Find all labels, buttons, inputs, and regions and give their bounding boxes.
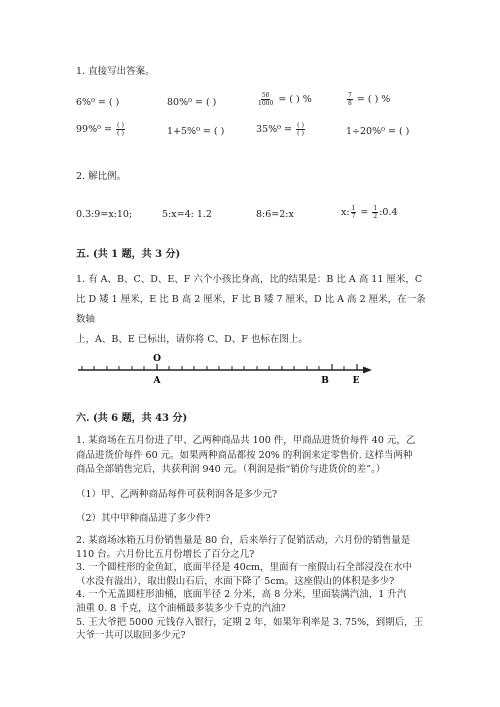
proportion-item: 8:6=2:x [256, 209, 294, 220]
sub-question: （2）其中甲种商品进了多少件? [76, 513, 211, 524]
calc-item: 6%⁰ = ( ) [76, 97, 120, 108]
point-e-label: E [352, 376, 360, 386]
section-5-heading: 五. (共 1 题，共 3 分) [76, 249, 181, 260]
fraction: $\frac{7}{8}$ [348, 92, 352, 107]
calc-item: 35%⁰ = $\frac{( )}{( )}$ [256, 121, 305, 137]
fraction: $\frac{1}{7}$ [351, 205, 356, 220]
calc-item: 1÷20%⁰ = ( ) [346, 126, 410, 137]
origin-label: O [153, 354, 161, 364]
number-line [74, 350, 374, 386]
section-6-heading: 六. (共 6 题，共 43 分) [76, 413, 188, 424]
calc-item: 80%⁰ = ( ) [167, 97, 217, 108]
point-b-label: B [321, 376, 329, 386]
question-paragraph: 1. 某商场在五月份进了甲、乙两种商品共 100 件，甲商品进货价每件 40 元，乙 商品进货价每件 60 元。如果两种商品都按 20% 的利润来定零售价. 这样当两种 商品全部销售完后，共获利润 940 元。（利润是指“销价与进货价的差”。） [76, 435, 416, 475]
question-list: 2. 某商场冰箱五月份销售量是 80 台，后来举行了促销活动，六月份的销售量是 110 台。六月份比五月份增长了百分之几? 3. 一个圆柱形的金鱼缸，底面半径是 40cm，里面有一座假山石全部浸没在水中 （水没有溢出），取出假山石后，水面下降了 5cm。这座假山的体积是多少? 4. 一个无盖圆柱形油桶，底面半径 2 分米，高 8 分米，里面装满汽油，1 升汽 油重 0. 8 千克，这个油桶最多装多少千克的汽油? 5. 王大爷把 5000 元钱存入银行，定期 2 年，如果年利率是 3. 75%，到期后，王 大爷一共可以取回多少元? [76, 535, 424, 642]
fraction: $\frac{( )}{( )}$ [296, 121, 305, 137]
fraction: $\frac{1}{2}$ [373, 205, 378, 220]
question-2-title: 2. 解比例。 [76, 171, 127, 182]
fraction: $\frac{( )}{( )}$ [116, 121, 125, 137]
fraction: $\frac{56}{1000}$ [258, 92, 274, 107]
sub-question: （1）甲、乙两种商品每件可获利润各是多少元? [76, 489, 278, 500]
proportion-item: 0.3:9=x:10; [76, 209, 133, 220]
question-1-title: 1. 直接写出答案。 [76, 66, 155, 77]
proportion-item: x: $\frac{1}{7}$ = $\frac{1}{2}$ :0.4 [341, 205, 398, 220]
calc-item: 1+5%⁰ = ( ) [167, 126, 225, 137]
calc-item: $\frac{7}{8}$ = ( ) % [348, 92, 391, 107]
point-a-label: A [153, 376, 161, 386]
calc-item: $\frac{56}{1000}$ = ( ) % [258, 92, 312, 107]
question-paragraph: 1. 有 A、B、C、D、E、F 六个小孩比身高，比的结果是：B 比 A 高 11 厘米，C 比 D 矮 1 厘米，E 比 B 高 2 厘米，F 比 B 矮 7 厘米，D 比 A 高 2 厘米，在一条数轴 上，A、B、E 已标出，请你将 C、D、F 也标在图上。 [76, 274, 426, 345]
proportion-item: 5:x=4: 1.2 [162, 209, 212, 220]
calc-item: 99%⁰ = $\frac{( )}{( )}$ [76, 121, 125, 137]
